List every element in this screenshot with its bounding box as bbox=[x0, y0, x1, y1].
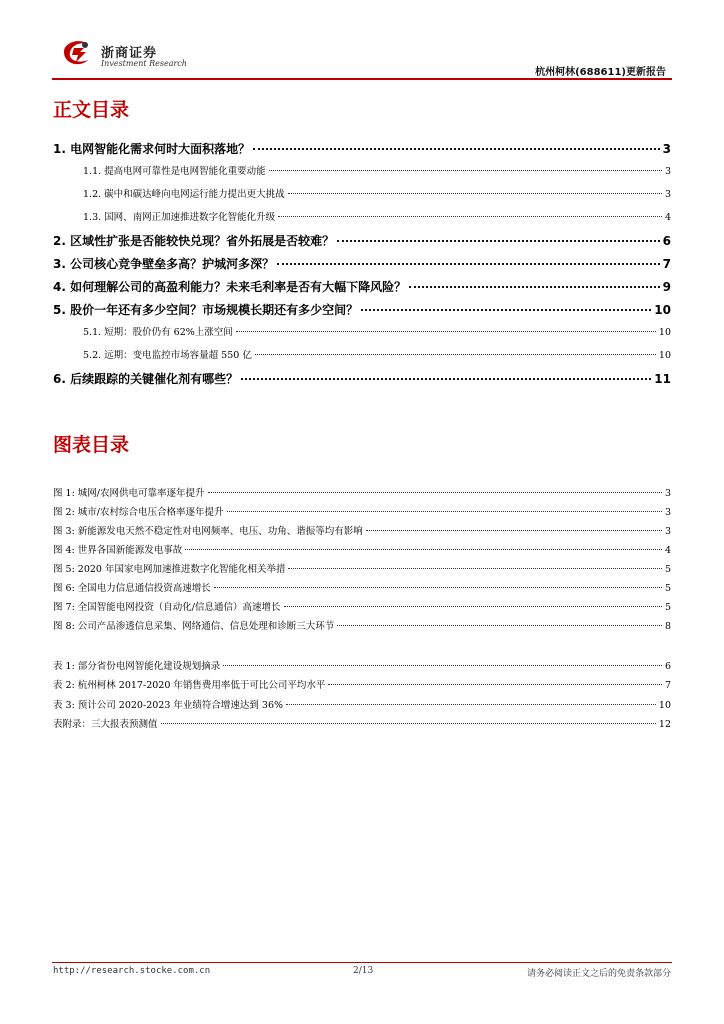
dot-leader bbox=[288, 568, 661, 569]
header-divider bbox=[52, 78, 672, 80]
toc-entry[interactable] bbox=[83, 163, 671, 177]
figure-entry-label: 图 5: 2020 年国家电网加速推进数字化智能化相关举措 bbox=[53, 564, 286, 575]
table-entry-page: 12 bbox=[658, 719, 671, 730]
figure-entry[interactable] bbox=[53, 580, 671, 594]
dot-leader bbox=[161, 723, 656, 724]
toc-entry-label: 1.2. 碳中和碳达峰向电网运行能力提出更大挑战 bbox=[83, 189, 285, 200]
dot-leader bbox=[223, 665, 662, 666]
toc-entry[interactable] bbox=[53, 140, 671, 157]
toc-entry-label: 1. 电网智能化需求何时大面积落地？ bbox=[53, 142, 251, 156]
dot-leader bbox=[253, 148, 660, 150]
toc-entry[interactable] bbox=[83, 209, 671, 223]
figure-entry[interactable] bbox=[53, 561, 671, 575]
figure-entry-page: 8 bbox=[664, 621, 671, 632]
dot-leader bbox=[328, 684, 662, 685]
figure-entry-label: 图 7: 全国智能电网投资（自动化/信息通信）高速增长 bbox=[53, 602, 281, 613]
toc-entry[interactable] bbox=[53, 370, 671, 387]
dot-leader bbox=[409, 286, 660, 288]
logo-english-name: Investment Research bbox=[101, 59, 187, 68]
zheshang-logo-icon bbox=[58, 36, 94, 68]
toc-entry-label: 1.1. 提高电网可靠性是电网智能化重要动能 bbox=[83, 166, 266, 177]
toc-entry-page: 10 bbox=[658, 350, 671, 361]
toc-entry[interactable] bbox=[53, 301, 671, 318]
footer-url[interactable]: http://research.stocke.com.cn bbox=[53, 966, 211, 976]
table-entry-label: 表 1: 部分省份电网智能化建设规划摘录 bbox=[53, 661, 221, 672]
figures-title: 图表目录 bbox=[53, 434, 130, 456]
figure-entry[interactable] bbox=[53, 485, 671, 499]
table-entry-label: 表 2: 杭州柯林 2017-2020 年销售费用率低于可比公司平均水平 bbox=[53, 680, 326, 691]
toc-entry-label: 5.2. 远期：变电监控市场容量超 550 亿 bbox=[83, 350, 252, 361]
figure-entry[interactable] bbox=[53, 599, 671, 613]
toc-title: 正文目录 bbox=[53, 99, 130, 121]
table-entry[interactable] bbox=[53, 716, 671, 730]
dot-leader bbox=[366, 530, 662, 531]
figure-entry-label: 图 3: 新能源发电天然不稳定性对电网频率、电压、功角、谐振等均有影响 bbox=[53, 526, 363, 537]
dot-leader bbox=[286, 704, 656, 705]
toc-entry[interactable] bbox=[53, 278, 671, 295]
table-entry-page: 10 bbox=[658, 700, 671, 711]
dot-leader bbox=[208, 492, 662, 493]
figure-entry-label: 图 6: 全国电力信息通信投资高速增长 bbox=[53, 583, 211, 594]
toc-entry-label: 2. 区域性扩张是否能较快兑现？省外拓展是否较难？ bbox=[53, 234, 335, 248]
figure-entry-page: 3 bbox=[664, 507, 671, 518]
toc-entry-page: 7 bbox=[662, 257, 671, 271]
toc-entry-label: 1.3. 国网、南网正加速推进数字化智能化升级 bbox=[83, 212, 276, 223]
table-entry-label: 表 3: 预计公司 2020-2023 年业绩符合增速达到 36% bbox=[53, 700, 284, 711]
figure-entry[interactable] bbox=[53, 618, 671, 632]
figure-entry-label: 图 1: 城网/农网供电可靠率逐年提升 bbox=[53, 488, 205, 499]
toc-entry-page: 3 bbox=[664, 189, 671, 200]
dot-leader bbox=[337, 625, 662, 626]
toc-entry-page: 4 bbox=[664, 212, 671, 223]
dot-leader bbox=[277, 263, 660, 265]
toc-entry-page: 3 bbox=[664, 166, 671, 177]
dot-leader bbox=[236, 331, 656, 332]
figure-entry-label: 图 4: 世界各国新能源发电事故 bbox=[53, 545, 183, 556]
figure-entry-page: 5 bbox=[664, 602, 671, 613]
toc-entry-label: 6. 后续跟踪的关键催化剂有哪些？ bbox=[53, 372, 239, 386]
toc-entry-label: 4. 如何理解公司的高盈利能力？未来毛利率是否有大幅下降风险？ bbox=[53, 280, 407, 294]
report-identifier: 杭州柯林(688611)更新报告 bbox=[535, 67, 666, 78]
figure-entry-label: 图 8: 公司产品渗透信息采集、网络通信、信息处理和诊断三大环节 bbox=[53, 621, 335, 632]
toc-entry[interactable] bbox=[83, 347, 671, 361]
toc-entry[interactable] bbox=[83, 186, 671, 200]
dot-leader bbox=[269, 170, 662, 171]
table-entry[interactable] bbox=[53, 697, 671, 711]
figure-entry-page: 5 bbox=[664, 564, 671, 575]
toc-entry[interactable] bbox=[53, 232, 671, 249]
dot-leader bbox=[361, 309, 651, 311]
toc-entry[interactable] bbox=[53, 255, 671, 272]
toc-entry-page: 10 bbox=[654, 303, 671, 317]
dot-leader bbox=[284, 606, 662, 607]
page-header bbox=[0, 0, 724, 80]
figure-entry-label: 图 2: 城市/农村综合电压合格率逐年提升 bbox=[53, 507, 224, 518]
logo-chinese-name: 浙商证券 bbox=[101, 46, 158, 61]
figure-entry-page: 4 bbox=[664, 545, 671, 556]
figure-entry-page: 5 bbox=[664, 583, 671, 594]
toc-entry-page: 9 bbox=[662, 280, 671, 294]
figure-entry[interactable] bbox=[53, 523, 671, 537]
toc-entry-page: 3 bbox=[662, 142, 671, 156]
footer-disclaimer: 请务必阅读正文之后的免责条款部分 bbox=[526, 969, 671, 979]
footer-divider bbox=[52, 962, 672, 963]
figure-entry-page: 3 bbox=[664, 488, 671, 499]
dot-leader bbox=[214, 587, 662, 588]
table-entry[interactable] bbox=[53, 658, 671, 672]
dot-leader bbox=[185, 549, 662, 550]
dot-leader bbox=[255, 354, 656, 355]
dot-leader bbox=[337, 240, 660, 242]
toc-entry-label: 3. 公司核心竞争壁垒多高？护城河多深？ bbox=[53, 257, 275, 271]
table-entry-page: 6 bbox=[664, 661, 671, 672]
figure-entry-page: 3 bbox=[664, 526, 671, 537]
figure-entry[interactable] bbox=[53, 542, 671, 556]
toc-entry-page: 10 bbox=[658, 327, 671, 338]
table-entry-label: 表附录：三大报表预测值 bbox=[53, 719, 158, 730]
toc-entry-page: 6 bbox=[662, 234, 671, 248]
table-entry[interactable] bbox=[53, 677, 671, 691]
toc-entry-page: 11 bbox=[654, 372, 671, 386]
toc-entry[interactable] bbox=[83, 324, 671, 338]
dot-leader bbox=[278, 216, 662, 217]
figure-entry[interactable] bbox=[53, 504, 671, 518]
dot-leader bbox=[241, 378, 651, 380]
toc-entry-label: 5. 股价一年还有多少空间？市场规模长期还有多少空间？ bbox=[53, 303, 359, 317]
toc-entry-label: 5.1. 短期：股价仍有 62%上涨空间 bbox=[83, 327, 233, 338]
page-number: 2/13 bbox=[353, 966, 374, 976]
table-entry-page: 7 bbox=[664, 680, 671, 691]
dot-leader bbox=[288, 193, 662, 194]
dot-leader bbox=[227, 511, 662, 512]
